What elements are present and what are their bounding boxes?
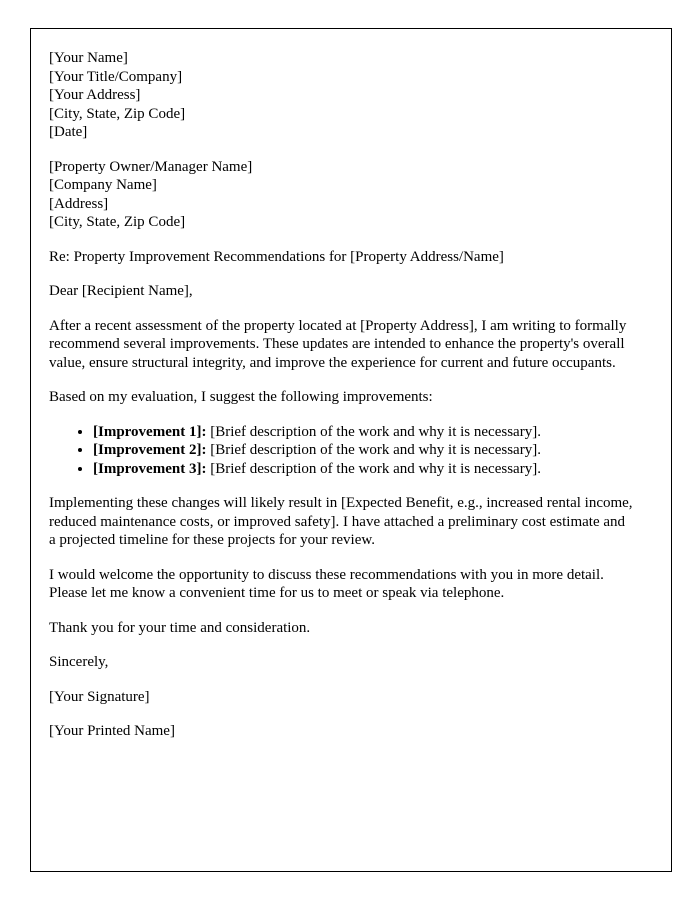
recipient-address-line: [Address] <box>49 195 109 212</box>
sender-title-line: [Your Title/Company] <box>49 68 183 85</box>
improvement-2-text: [Brief description of the work and why it is necessary]. <box>206 442 541 458</box>
sender-name-line: [Your Name] <box>49 50 128 66</box>
sender-address-line: [Your Address] <box>49 87 141 103</box>
improvement-3-label: [Improvement 3]: <box>93 460 207 477</box>
paragraph-intro-list: Based on my evaluation, I suggest the following improvements: <box>49 389 433 405</box>
letter-document <box>30 28 672 872</box>
recipient-name-line: [Property Owner/Manager Name] <box>49 158 253 175</box>
recipient-city-line: [City, State, Zip Code] <box>49 214 186 230</box>
improvement-1-label: [Improvement 1]: <box>93 423 207 440</box>
improvement-item-3 <box>93 460 633 479</box>
salutation: Dear [Recipient Name], <box>49 283 193 299</box>
paragraph-discuss: I would welcome the opportunity to discuss these recommendations with you in more detail. Please let me know a convenient time for us to meet or speak via telephone. <box>49 566 604 601</box>
improvements-list <box>49 423 633 479</box>
paragraph-benefits: Implementing these changes will likely result in [Expected Benefit, e.g., increased rental income, reduced maintenance costs, or improved safety]. I have attached a preliminary cost estimate and a projected timeline for these projects for your review. <box>49 495 633 548</box>
signature-line: [Your Signature] <box>49 688 150 705</box>
paragraph-thanks: Thank you for your time and consideration. <box>49 619 311 636</box>
sender-block <box>49 49 633 142</box>
closing: Sincerely, <box>49 654 109 670</box>
improvement-item-2 <box>93 441 633 460</box>
improvement-3-text: [Brief description of the work and why it is necessary]. <box>206 460 541 477</box>
improvement-1-text: [Brief description of the work and why it is necessary]. <box>206 423 541 440</box>
printed-name-line: [Your Printed Name] <box>49 723 175 739</box>
recipient-block <box>49 158 633 232</box>
date-line: [Date] <box>49 124 88 140</box>
sender-city-line: [City, State, Zip Code] <box>49 105 186 122</box>
paragraph-assessment: After a recent assessment of the property located at [Property Address], I am writing to formally recommend several improvements. These updates are intended to enhance the property's overall value, ensure structural integrity, and improve the experience for current and future occupants. <box>49 317 627 371</box>
improvement-2-label: [Improvement 2]: <box>93 442 207 458</box>
recipient-company-line: [Company Name] <box>49 177 157 193</box>
subject-line: Re: Property Improvement Recommendations for [Property Address/Name] <box>49 248 504 265</box>
improvement-item-1 <box>93 423 633 442</box>
